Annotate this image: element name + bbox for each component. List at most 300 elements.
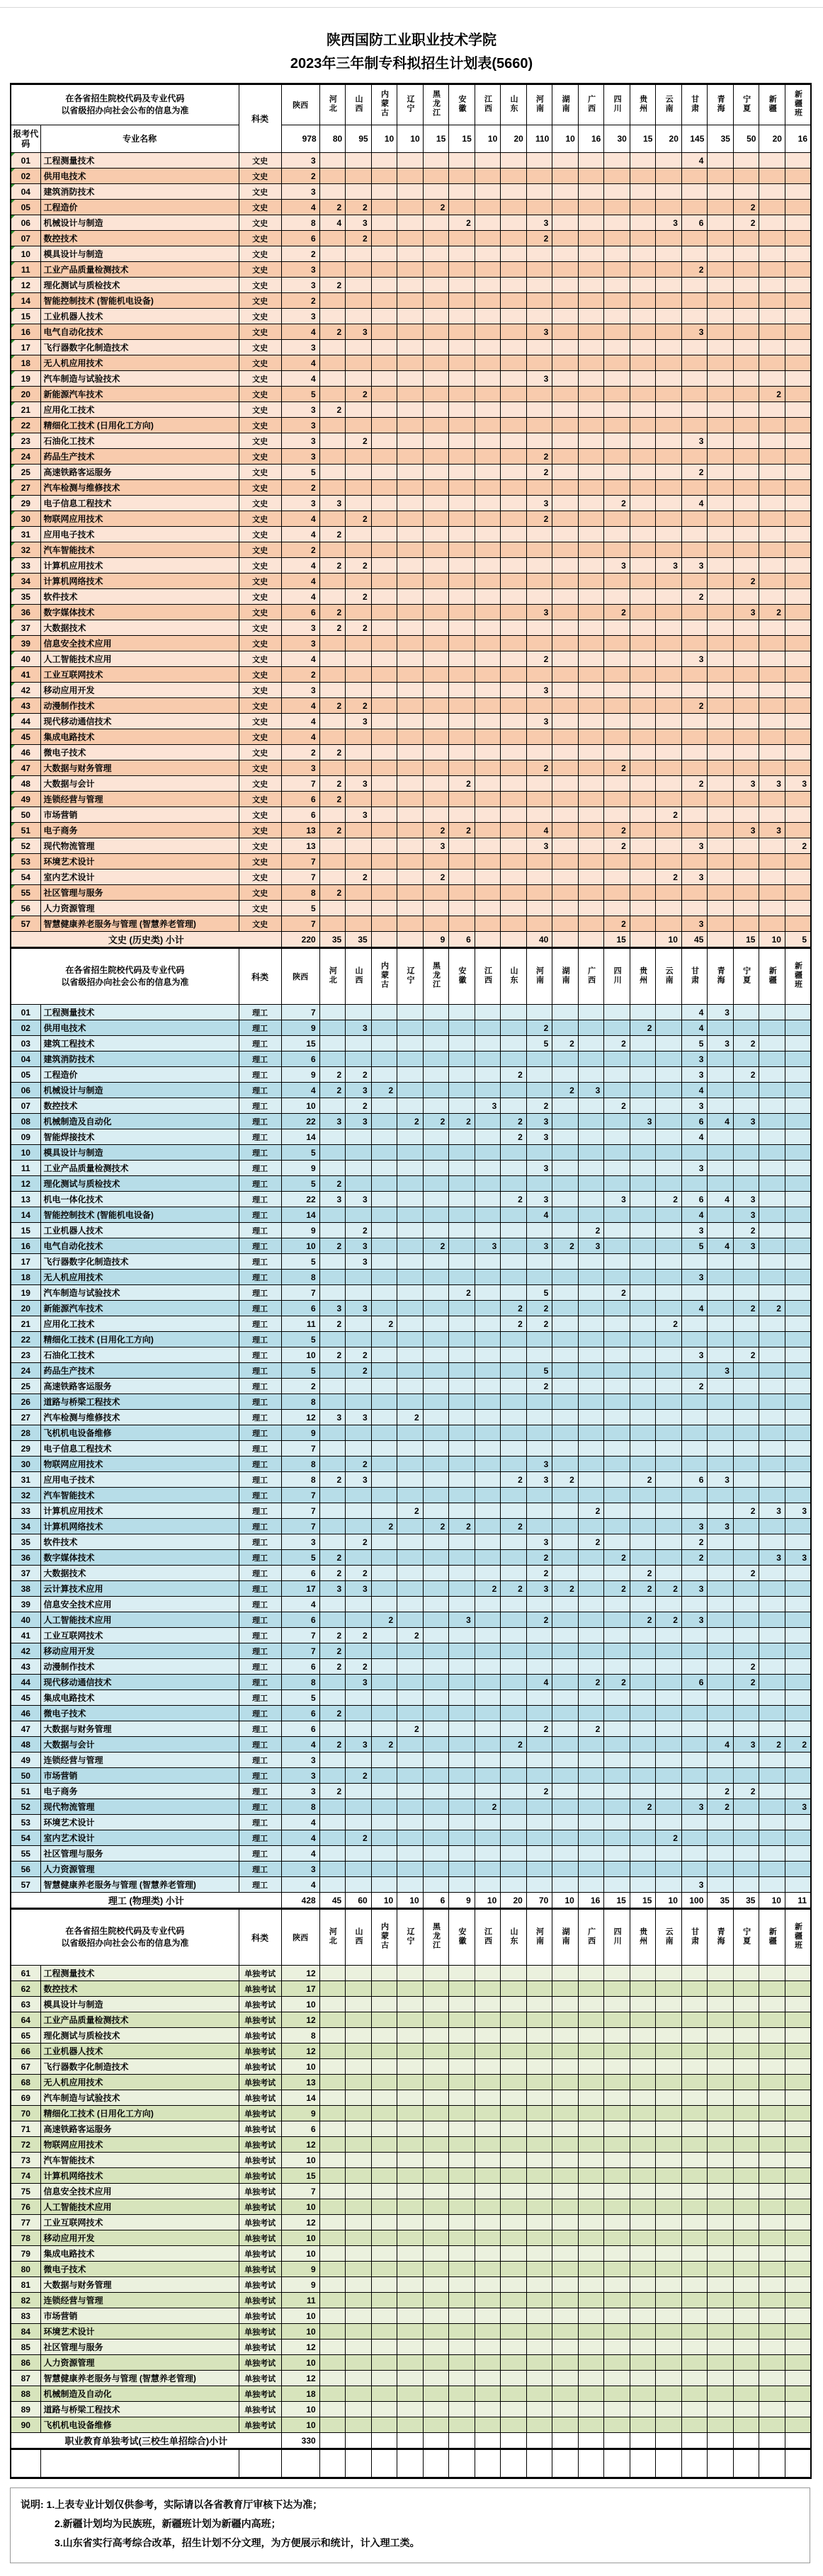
plan-cell <box>630 2184 656 2199</box>
plan-cell <box>681 1425 708 1441</box>
subtotal-cell: 70 <box>526 1893 552 1909</box>
row-category: 单独考试 <box>239 2293 281 2308</box>
plan-cell <box>656 309 682 324</box>
plan-cell <box>526 589 552 605</box>
row-code: 78 <box>11 2230 40 2246</box>
table-row <box>11 278 811 293</box>
row-major: 大数据与财务管理 <box>40 1721 239 1737</box>
row-code: 55 <box>11 1846 40 1862</box>
plan-cell <box>371 776 397 792</box>
plan-cell <box>501 1270 527 1285</box>
plan-cell <box>759 231 785 246</box>
plan-cell <box>708 605 734 620</box>
plan-cell <box>501 449 527 465</box>
plan-cell <box>397 371 424 387</box>
plan-cell <box>708 1550 734 1566</box>
plan-cell <box>708 2324 734 2340</box>
plan-cell: 3 <box>281 402 319 418</box>
plan-cell <box>397 1981 424 1997</box>
plan-cell <box>630 1347 656 1363</box>
plan-cell: 2 <box>630 1020 656 1036</box>
plan-cell <box>630 1005 656 1020</box>
plan-cell <box>759 2153 785 2168</box>
plan-cell <box>785 2075 811 2090</box>
plan-cell <box>449 1083 475 1098</box>
plan-cell <box>371 2106 397 2121</box>
plan-cell <box>604 1301 630 1316</box>
row-code: 38 <box>11 1581 40 1597</box>
subtotal-cell: 6 <box>423 1893 449 1909</box>
plan-cell <box>475 2324 501 2340</box>
plan-cell <box>449 1052 475 1067</box>
plan-cell <box>475 1488 501 1503</box>
row-code: 26 <box>11 1394 40 1410</box>
plan-cell <box>681 340 708 355</box>
plan-cell <box>552 2340 579 2355</box>
plan-cell <box>475 542 501 558</box>
plan-cell <box>785 1566 811 1581</box>
row-category: 理工 <box>239 1784 281 1799</box>
plan-cell <box>449 636 475 651</box>
plan-cell: 10 <box>281 2324 319 2340</box>
row-code: 30 <box>11 1457 40 1472</box>
plan-cell <box>371 1207 397 1223</box>
plan-cell <box>681 2075 708 2090</box>
plan-cell <box>423 1425 449 1441</box>
plan-cell <box>526 184 552 200</box>
table-row <box>11 1472 811 1488</box>
plan-cell <box>397 558 424 574</box>
row-category: 文史 <box>239 620 281 636</box>
plan-cell: 2 <box>630 1612 656 1628</box>
plan-cell <box>501 169 527 184</box>
plan-cell <box>708 854 734 870</box>
row-code: 74 <box>11 2168 40 2184</box>
plan-cell <box>397 2168 424 2184</box>
table-row <box>11 1643 811 1659</box>
plan-cell: 2 <box>319 558 346 574</box>
plan-cell: 2 <box>526 1020 552 1036</box>
plan-cell: 3 <box>281 262 319 278</box>
plan-cell <box>733 2153 759 2168</box>
plan-cell <box>656 324 682 340</box>
plan-cell <box>397 1737 424 1753</box>
plan-cell <box>371 1877 397 1893</box>
plan-cell: 3 <box>681 916 708 932</box>
plan-cell <box>578 2106 604 2121</box>
plan-cell <box>397 1799 424 1815</box>
plan-cell <box>423 246 449 262</box>
col-header-province: 云南 <box>656 948 682 1005</box>
col-header-province: 河南 <box>526 84 552 125</box>
plan-cell <box>397 2324 424 2340</box>
empty-cell <box>397 2449 424 2478</box>
plan-cell <box>526 1830 552 1846</box>
plan-cell <box>759 1675 785 1690</box>
plan-cell <box>733 2246 759 2262</box>
plan-cell <box>526 1176 552 1192</box>
plan-cell <box>733 792 759 807</box>
plan-cell <box>526 1394 552 1410</box>
plan-cell <box>733 916 759 932</box>
plan-cell: 3 <box>423 838 449 854</box>
plan-cell <box>733 1129 759 1145</box>
plan-cell <box>759 293 785 309</box>
plan-cell <box>552 2371 579 2386</box>
plan-cell <box>475 169 501 184</box>
plan-cell: 7 <box>281 1441 319 1457</box>
row-category: 理工 <box>239 1379 281 1394</box>
plan-cell <box>708 823 734 838</box>
table-row <box>11 2121 811 2137</box>
plan-cell <box>604 1114 630 1129</box>
plan-cell <box>759 651 785 667</box>
plan-cell <box>708 2184 734 2199</box>
plan-cell <box>475 2090 501 2106</box>
plan-cell <box>552 2012 579 2028</box>
plan-cell <box>759 885 785 901</box>
plan-cell <box>449 1332 475 1347</box>
plan-cell: 4 <box>281 1737 319 1753</box>
table-row <box>11 792 811 807</box>
plan-cell: 3 <box>733 823 759 838</box>
plan-cell <box>423 1316 449 1332</box>
plan-cell <box>630 1425 656 1441</box>
plan-cell <box>656 1643 682 1659</box>
plan-cell <box>552 511 579 527</box>
row-category: 单独考试 <box>239 2277 281 2293</box>
plan-cell <box>681 511 708 527</box>
plan-cell <box>423 1597 449 1612</box>
plan-cell <box>397 2355 424 2371</box>
plan-cell <box>397 1997 424 2012</box>
plan-cell <box>708 2199 734 2215</box>
plan-cell <box>630 1270 656 1285</box>
plan-cell <box>578 698 604 714</box>
plan-cell <box>423 1410 449 1425</box>
row-major: 药品生产技术 <box>40 1363 239 1379</box>
plan-cell <box>475 1083 501 1098</box>
plan-cell <box>785 1005 811 1020</box>
plan-cell <box>656 1784 682 1799</box>
plan-cell <box>681 2230 708 2246</box>
plan-cell <box>423 1830 449 1846</box>
plan-cell <box>759 1425 785 1441</box>
plan-cell <box>604 1441 630 1457</box>
plan-cell: 6 <box>681 1114 708 1129</box>
plan-cell <box>630 651 656 667</box>
plan-cell <box>371 1550 397 1566</box>
plan-cell <box>630 1083 656 1098</box>
plan-cell <box>449 2371 475 2386</box>
plan-cell: 2 <box>656 870 682 885</box>
corner-note: 在各省招生院校代码及专业代码 以省级招办向社会公布的信息为准 <box>11 84 239 125</box>
plan-cell: 3 <box>346 1301 372 1316</box>
plan-cell <box>630 1223 656 1238</box>
plan-cell: 6 <box>281 1301 319 1316</box>
plan-cell: 2 <box>319 745 346 760</box>
plan-cell: 2 <box>578 1223 604 1238</box>
plan-cell <box>526 309 552 324</box>
plan-cell <box>475 1519 501 1534</box>
plan-cell: 6 <box>281 605 319 620</box>
plan-cell <box>397 1192 424 1207</box>
plan-cell <box>578 1254 604 1270</box>
plan-cell <box>397 1830 424 1846</box>
col-header-province: 陕西 <box>281 1909 319 1966</box>
plan-cell <box>785 1659 811 1675</box>
plan-cell: 4 <box>281 651 319 667</box>
plan-cell <box>475 449 501 465</box>
table-row <box>11 1997 811 2012</box>
plan-cell: 3 <box>526 1457 552 1472</box>
plan-cell <box>397 1332 424 1347</box>
plan-cell <box>785 2121 811 2137</box>
table-row <box>11 916 811 932</box>
plan-cell <box>630 776 656 792</box>
plan-cell <box>552 1410 579 1425</box>
plan-cell <box>397 1862 424 1877</box>
plan-cell <box>681 387 708 402</box>
plan-cell <box>371 1036 397 1052</box>
plan-cell <box>526 480 552 496</box>
plan-cell <box>733 1363 759 1379</box>
row-major: 智慧健康养老服务与管理 (智慧养老管理) <box>40 916 239 932</box>
plan-cell <box>681 1394 708 1410</box>
plan-cell <box>526 527 552 542</box>
plan-cell <box>526 1799 552 1815</box>
plan-cell <box>656 1394 682 1410</box>
plan-cell <box>604 2246 630 2262</box>
plan-cell <box>449 1347 475 1363</box>
plan-cell <box>708 745 734 760</box>
plan-cell <box>319 1612 346 1628</box>
col-header-province: 河南 <box>526 948 552 1005</box>
plan-cell <box>708 1457 734 1472</box>
plan-cell <box>423 605 449 620</box>
plan-cell <box>423 2402 449 2417</box>
row-category: 理工 <box>239 1457 281 1472</box>
row-major: 应用化工技术 <box>40 1316 239 1332</box>
plan-cell <box>630 1981 656 1997</box>
plan-cell <box>397 651 424 667</box>
plan-cell <box>578 2262 604 2277</box>
plan-cell <box>785 1862 811 1877</box>
plan-cell: 2 <box>346 870 372 885</box>
plan-cell <box>449 885 475 901</box>
plan-cell <box>475 433 501 449</box>
plan-cell <box>552 1176 579 1192</box>
plan-cell <box>708 1503 734 1519</box>
plan-cell <box>319 2340 346 2355</box>
plan-cell <box>423 916 449 932</box>
plan-cell <box>733 1161 759 1176</box>
row-category: 理工 <box>239 1643 281 1659</box>
plan-cell <box>708 527 734 542</box>
plan-cell <box>371 2262 397 2277</box>
plan-cell: 2 <box>681 1534 708 1550</box>
plan-cell <box>759 1815 785 1830</box>
row-category: 理工 <box>239 1363 281 1379</box>
plan-cell <box>371 1768 397 1784</box>
plan-cell <box>319 387 346 402</box>
plan-cell <box>604 2044 630 2059</box>
table-row <box>11 2028 811 2044</box>
plan-cell <box>681 885 708 901</box>
plan-cell <box>449 511 475 527</box>
plan-cell <box>501 2168 527 2184</box>
plan-cell <box>604 885 630 901</box>
plan-cell <box>578 402 604 418</box>
plan-cell <box>552 2215 579 2230</box>
row-code: 31 <box>11 527 40 542</box>
row-category: 理工 <box>239 1192 281 1207</box>
plan-cell <box>371 449 397 465</box>
plan-cell <box>785 402 811 418</box>
plan-cell <box>526 2293 552 2308</box>
plan-cell <box>578 449 604 465</box>
subtotal-cell: 35 <box>319 932 346 948</box>
plan-cell <box>346 1721 372 1737</box>
plan-cell <box>346 901 372 916</box>
plan-cell: 3 <box>681 838 708 854</box>
plan-cell <box>733 1753 759 1768</box>
plan-cell <box>397 153 424 169</box>
plan-cell <box>371 1815 397 1830</box>
plan-cell <box>681 2106 708 2121</box>
plan-cell <box>346 402 372 418</box>
plan-cell <box>604 449 630 465</box>
plan-cell <box>785 215 811 231</box>
plan-cell <box>708 231 734 246</box>
plan-cell <box>423 1488 449 1503</box>
plan-cell <box>397 916 424 932</box>
plan-cell: 2 <box>423 200 449 215</box>
plan-cell <box>630 1706 656 1721</box>
plan-cell <box>397 340 424 355</box>
plan-cell <box>501 1997 527 2012</box>
plan-cell <box>578 1098 604 1114</box>
plan-cell <box>656 1176 682 1192</box>
plan-cell <box>319 480 346 496</box>
plan-cell <box>475 558 501 574</box>
plan-cell <box>681 1690 708 1706</box>
plan-cell <box>578 760 604 776</box>
row-category: 文史 <box>239 667 281 683</box>
row-category: 单独考试 <box>239 2028 281 2044</box>
plan-cell <box>423 355 449 371</box>
row-category: 理工 <box>239 1207 281 1223</box>
row-code: 41 <box>11 667 40 683</box>
table-row <box>11 1129 811 1145</box>
plan-cell <box>681 1488 708 1503</box>
plan-cell <box>681 2184 708 2199</box>
plan-cell <box>733 2044 759 2059</box>
plan-cell: 8 <box>281 1457 319 1472</box>
row-code: 33 <box>11 1503 40 1519</box>
row-category: 文史 <box>239 511 281 527</box>
plan-cell <box>501 574 527 589</box>
plan-cell <box>346 449 372 465</box>
row-code: 36 <box>11 1550 40 1566</box>
plan-cell <box>501 2012 527 2028</box>
row-code: 34 <box>11 574 40 589</box>
plan-cell <box>733 1550 759 1566</box>
plan-cell <box>708 589 734 605</box>
plan-cell <box>319 2184 346 2199</box>
plan-cell <box>397 1176 424 1192</box>
plan-cell <box>449 1020 475 1036</box>
plan-cell <box>708 1129 734 1145</box>
plan-cell <box>346 2371 372 2386</box>
plan-cell <box>475 278 501 293</box>
plan-cell <box>501 2246 527 2262</box>
plan-cell <box>319 651 346 667</box>
plan-cell <box>759 2262 785 2277</box>
plan-cell <box>759 355 785 371</box>
plan-cell <box>552 355 579 371</box>
plan-cell <box>578 1379 604 1394</box>
plan-cell: 12 <box>281 2012 319 2028</box>
row-major: 药品生产技术 <box>40 449 239 465</box>
plan-cell <box>552 309 579 324</box>
plan-cell <box>526 542 552 558</box>
plan-cell <box>708 371 734 387</box>
plan-cell <box>449 480 475 496</box>
plan-cell: 2 <box>423 823 449 838</box>
plan-cell <box>526 1441 552 1457</box>
plan-cell <box>397 2262 424 2277</box>
plan-cell <box>578 1129 604 1145</box>
plan-cell <box>552 2059 579 2075</box>
subtotal-cell <box>371 932 397 948</box>
plan-cell <box>552 1005 579 1020</box>
plan-cell <box>423 2090 449 2106</box>
table-row <box>11 1846 811 1862</box>
plan-cell <box>681 1628 708 1643</box>
table-row <box>11 1830 811 1846</box>
plan-cell <box>604 2075 630 2090</box>
plan-cell: 2 <box>526 1379 552 1394</box>
row-category: 理工 <box>239 1472 281 1488</box>
category-col-header: 科类 <box>239 1909 281 1966</box>
plan-cell <box>449 605 475 620</box>
plan-cell <box>578 1846 604 1862</box>
plan-cell: 4 <box>281 1083 319 1098</box>
plan-cell: 3 <box>526 1161 552 1176</box>
plan-cell <box>397 402 424 418</box>
plan-cell <box>578 2308 604 2324</box>
plan-cell: 2 <box>346 620 372 636</box>
plan-cell <box>552 714 579 729</box>
plan-cell <box>681 2137 708 2153</box>
plan-cell <box>733 433 759 449</box>
row-category: 文史 <box>239 823 281 838</box>
plan-cell <box>604 371 630 387</box>
plan-cell <box>630 2199 656 2215</box>
plan-cell <box>397 838 424 854</box>
plan-cell <box>475 651 501 667</box>
plan-cell <box>733 1332 759 1347</box>
plan-cell <box>552 2168 579 2184</box>
plan-cell <box>552 1862 579 1877</box>
table-row <box>11 1534 811 1550</box>
plan-cell <box>371 2121 397 2137</box>
plan-cell <box>759 324 785 340</box>
plan-cell <box>759 1659 785 1675</box>
row-major: 室内艺术设计 <box>40 870 239 885</box>
plan-cell <box>630 1285 656 1301</box>
